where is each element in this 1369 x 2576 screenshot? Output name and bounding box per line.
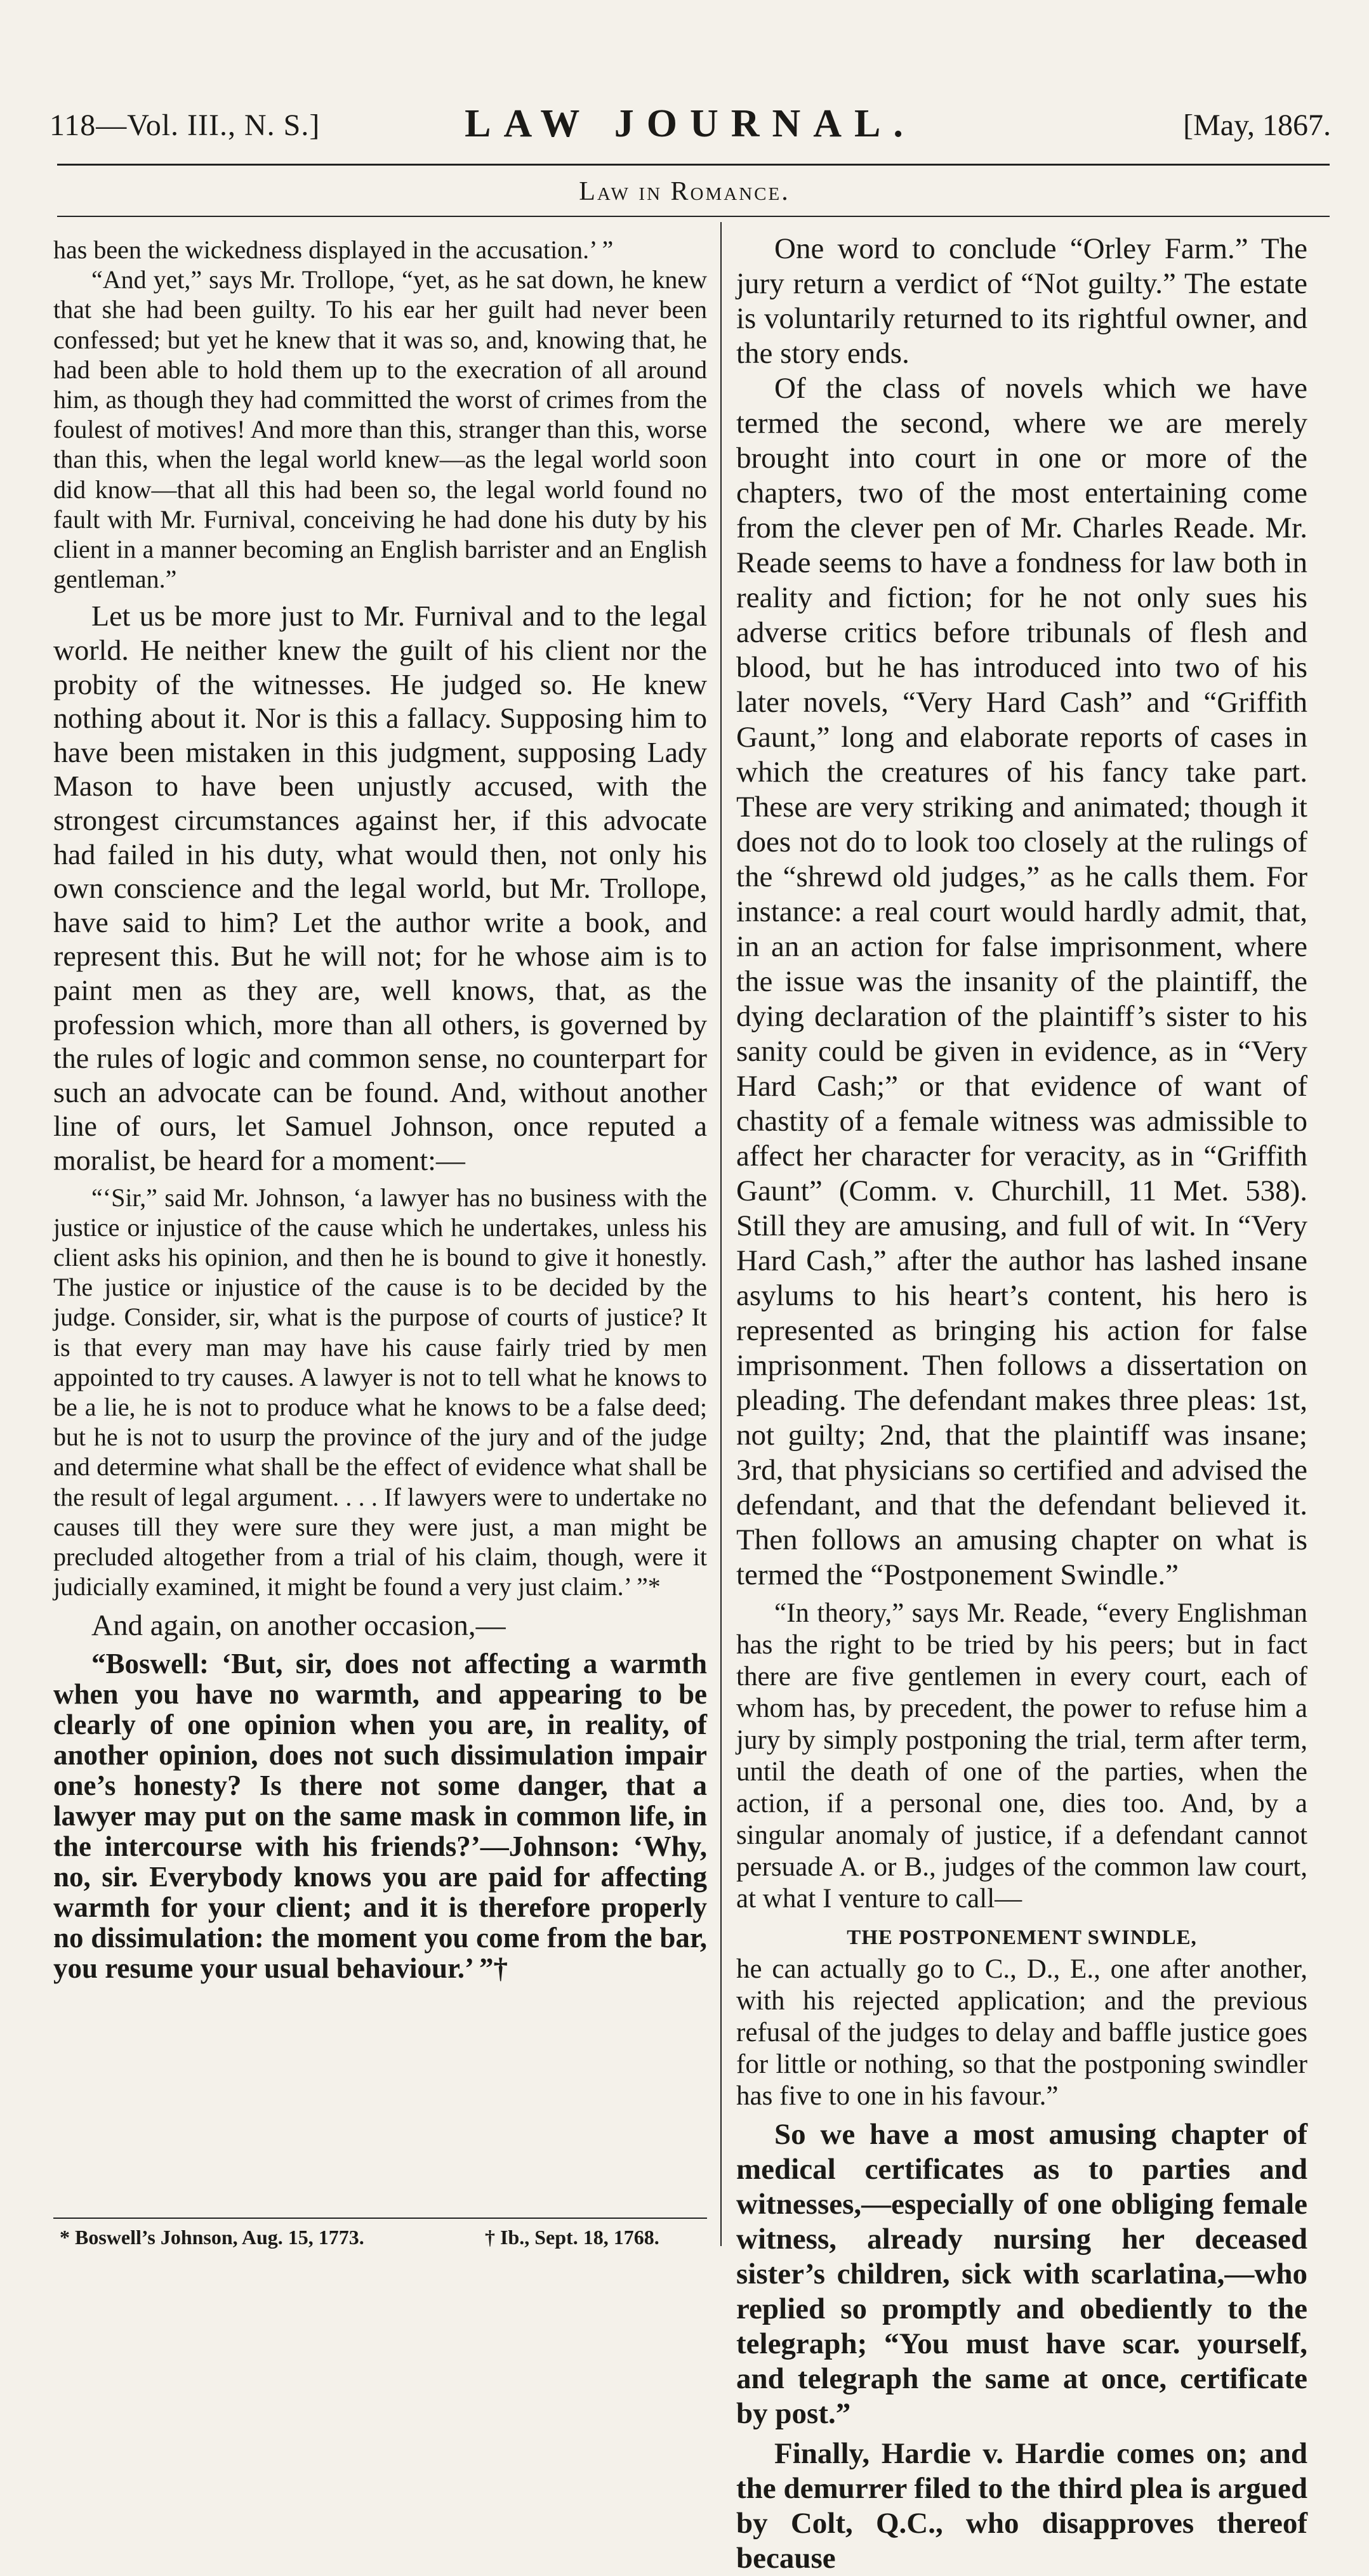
paragraph-orley-farm: One word to conclude “Orley Farm.” The jury return a verdict of “Not guilty.” The estate is voluntarily returned to its rightful owner, and the story ends. — [736, 232, 1307, 370]
column-divider — [720, 222, 722, 2246]
paragraph-reade: Of the class of novels which we have termed the second, where we are merely brought into court in one or more of the chapters, two of the most entertaining come from the clever pen of Mr. Charles Reade. Mr. Reade seems to have a fondness for law both in reality and fiction; for he not only sues his adverse critics before tribunals of flesh and blood, but he has introduced into two of his later novels, “Very Hard Cash” and “Griffith Gaunt,” long and elaborate reports of cases in which the creatures of his fancy take part. These are very striking and animated; though it does not do to look too closely at the rulings of the “shrewd old judges,” as he calls them. For instance: a real court would hardly admit, that, in an an action for false imprisonment, where the issue was the insanity of the plaintiff, the dying declaration of the plaintiff’s sister to his sanity could be given in evidence, as in “Very Hard Cash;” or that evidence of want of chastity of a female witness was admissible to affect her character for veracity, as in “Griffith Gaunt” (Comm. v. Churchill, 11 Met. 538). Still they are amusing, and full of wit. In “Very Hard Cash,” after the author has lashed insane asylums to his heart’s content, his hero is represented as bringing his action for false imprisonment. Then follows a dissertation on pleading. The defendant makes three pleas: 1st, not guilty; 2nd, that the plaintiff was insane; 3rd, that physicians so certified and advised the defendant, and that the defendant believed it. Then follows an amusing chapter on what is termed the “Postponement Swindle.” — [736, 372, 1307, 1591]
footnote-boswell: * Boswell’s Johnson, Aug. 15, 1773. — [60, 2226, 364, 2249]
footnote-ibid: † Ib., Sept. 18, 1768. — [485, 2226, 659, 2249]
right-column — [736, 232, 1307, 2576]
boswell-quote: “Boswell: ‘But, sir, does not affecting a warmth when you have no warmth, and appearing to be clearly of one opinion when you are, in reality, of another opinion, does not such dissimulation impair one’s honesty? Is there not some danger, that a lawyer may put on the same mask in common life, in the intercourse with his friends?’—Johnson: ‘Why, no, sir. Everybody knows you are paid for affecting warmth for your client; and it is therefore properly no dissimulation: the moment you come from the bar, you resume your usual behaviour.’ ”† — [53, 1648, 707, 1985]
johnson-quote: “‘Sir,” said Mr. Johnson, ‘a lawyer has no business with the justice or injustice of the cause which he undertakes, unless his client asks his opinion, and then he is bound to give it honestly. The justice or injustice of the cause is to be decided by the judge. Consider, sir, what is the purpose of courts of justice? It is that every man may have his cause fairly tried by men appointed to try causes. A lawyer is not to tell what he knows to be a lie, he is not to produce what he knows to be a false deed; but he is not to usurp the province of the jury and of the judge and determine what shall be the effect of evidence what shall be the result of legal argument. . . . If lawyers were to undertake no causes till they were sure they were just, a man might be precluded altogether from a trial of his claim, though, were it judicially examined, it might be found a very just claim.’ ”* — [53, 1183, 707, 1601]
trollope-quote: “And yet,” says Mr. Trollope, “yet, as he sat down, he knew that she had been guilty. To his ear her guilt had never been confessed; but yet he knew that it was so, and, knowing that, he had been able to hold them up to the execration of all around him, as though they had committed the worst of crimes from the foulest of motives! And more than this, stranger than this, worse than this, when the legal world knew—as the legal world soon did know—that all this had been so, the legal world found no fault with Mr. Furnival, conceiving he had done his duty by his client in a manner becoming an English barrister and an English gentleman.” — [53, 265, 707, 594]
paragraph-again: And again, on another occasion,— — [91, 1609, 506, 1643]
section-rule — [57, 216, 1330, 217]
page-number-volume: 118—Vol. III., N. S.] — [50, 108, 321, 142]
journal-title: LAW JOURNAL. — [465, 102, 916, 145]
left-column — [53, 235, 707, 1983]
section-title: Law in Romance. — [579, 177, 790, 206]
paragraph-hardie: Finally, Hardie v. Hardie comes on; and the demurrer filed to the third plea is argued by Colt, Q.C., who disapproves thereof because — [736, 2437, 1307, 2575]
paragraph-continuation: has been the wickedness displayed in the accusation.’ ” — [53, 235, 614, 264]
reade-quote-continued: he can actually go to C., D., E., one after another, with his rejected application; and the previous refusal of the judges to delay and baffle justice goes for little or nothing, so that the postponing swindler has five to one in his favour.” — [736, 1954, 1307, 2111]
issue-date: [May, 1867. — [1183, 108, 1331, 142]
running-head — [50, 95, 1331, 146]
paragraph-furnival: Let us be more just to Mr. Furnival and to the legal world. He neither knew the guilt of his client nor the probity of the witnesses. He judged so. He knew nothing about it. Nor is this a fallacy. Supposing him to have been mistaken in this judgment, supposing Lady Mason to have been unjustly accused, with the strongest circumstances against her, if this advocate had failed in his duty, what would then, not only his own conscience and the legal world, but Mr. Trollope, have said to him? Let the author write a book, and represent this. But he will not; for he whose aim is to paint men as they are, well knows, that, as the profession which, more than all others, is governed by the rules of logic and common sense, no counterpart for such an advocate can be found. And, without another line of ours, let Samuel Johnson, once reputed a moralist, be heard for a moment:— — [53, 600, 707, 1176]
paragraph-certificates: So we have a most amusing chapter of medical certificates as to parties and witnesses,—especially of one obliging female witness, already nursing her deceased sister’s children, sick with scarlatina,—who replied so promptly and obediently to the telegraph; “You must have scar. yourself, and telegraph the same at once, certificate by post.” — [736, 2118, 1307, 2430]
subheading-postponement-swindle: THE POSTPONEMENT SWINDLE, — [847, 1926, 1197, 1949]
reade-quote: “In theory,” says Mr. Reade, “every Englishman has the right to be tried by his peers; but in fact there are five gentlemen in every court, each of whom has, by precedent, the power to refuse him a jury by simply postponing the trial, term after term, until the death of one of the parties, when the action, if a personal one, dies too. And, by a singular anomaly of justice, if a defendant cannot persuade A. or B., judges of the common law court, at what I venture to call— — [736, 1598, 1307, 1914]
header-rule — [57, 164, 1330, 166]
footnote-rule — [53, 2218, 707, 2219]
